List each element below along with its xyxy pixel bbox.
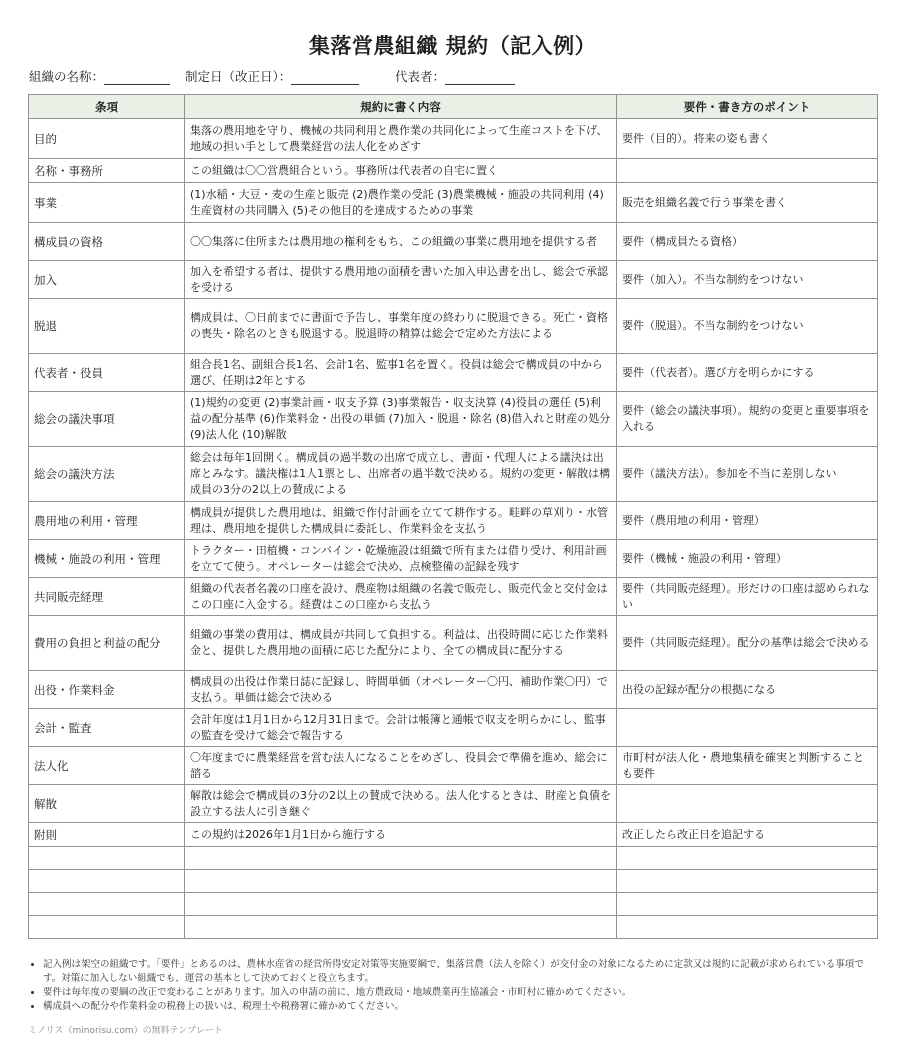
clause-cell: 脱退: [29, 299, 185, 354]
table-row: [29, 447, 878, 502]
clause-cell: 会計・監査: [29, 709, 185, 747]
representative-label: 代表者：: [395, 69, 446, 84]
clause-cell: 総会の議決方法: [29, 447, 185, 502]
empty-point-cell[interactable]: [617, 870, 878, 893]
note-item: • 構成員への配分や作業料金の税務上の扱いは、税理士や税務署に確かめてください。: [43, 1000, 880, 1014]
content-cell: 集落の農用地を守り、機械の共同利用と農作業の共同化によって生産コストを下げ、地域の担い手として農業経営の法人化をめざす: [185, 119, 617, 159]
clause-cell: 加入: [29, 261, 185, 299]
header-content: 規約に書く内容: [185, 95, 617, 119]
point-cell: 市町村が法人化・農地集積を確実と判断することも要件: [617, 747, 878, 785]
empty-clause-cell[interactable]: [29, 870, 185, 893]
empty-clause-cell[interactable]: [29, 893, 185, 916]
clause-cell: 名称・事務所: [29, 159, 185, 183]
empty-content-cell[interactable]: [185, 847, 617, 870]
rules-table: [28, 94, 878, 939]
point-cell: 要件（構成員たる資格）: [617, 223, 878, 261]
header-point: 要件・書き方のポイント: [617, 95, 878, 119]
table-row: [29, 747, 878, 785]
empty-content-cell[interactable]: [185, 893, 617, 916]
header-clause: 条項: [29, 95, 185, 119]
table-row: [29, 671, 878, 709]
empty-point-cell[interactable]: [617, 916, 878, 939]
content-cell: 組織の代表者名義の口座を設け、農産物は組織の名義で販売し、販売代金と交付金はこの口座に入金する。経費はこの口座から支払う: [185, 578, 617, 616]
clause-cell: 費用の負担と利益の配分: [29, 616, 185, 671]
content-cell: (1)水稲・大豆・麦の生産と販売 (2)農作業の受託 (3)農業機械・施設の共同利用 (4)生産資材の共同購入 (5)その他目的を達成するための事業: [185, 183, 617, 223]
point-cell: 要件（目的）。将来の姿も書く: [617, 119, 878, 159]
established-date-field: [185, 67, 359, 85]
note-item: • 要件は毎年度の要綱の改正で変わることがあります。加入の申請の前に、地方農政局・地域農業再生協議会・市町村に確かめてください。: [43, 986, 880, 1000]
content-cell: 組合長1名、副組合長1名、会計1名、監事1名を置く。役員は総会で構成員の中から選び、任期は2年とする: [185, 354, 617, 392]
point-cell: [617, 709, 878, 747]
clause-cell: 出役・作業料金: [29, 671, 185, 709]
point-cell: [617, 159, 878, 183]
table-row: [29, 354, 878, 392]
document-title: 集落営農組織 規約（記入例）: [308, 34, 597, 58]
established-date-blank[interactable]: [291, 70, 359, 85]
content-cell: (1)規約の変更 (2)事業計画・収支予算 (3)事業報告・収支決算 (4)役員の選任 (5)利益の配分基準 (6)作業料金・出役の単価 (7)加入・脱退・除名 (8)借入れと財産の処分 (9)法人化 (10)解散: [185, 392, 617, 447]
point-cell: 出役の記録が配分の根拠になる: [617, 671, 878, 709]
content-cell: 会計年度は1月1日から12月31日まで。会計は帳簿と通帳で収支を明らかにし、監事の監査を受けて総会で報告する: [185, 709, 617, 747]
organization-name-label: 組織の名称：: [29, 69, 105, 84]
table-header-row: [29, 95, 878, 119]
point-cell: 要件（機械・施設の利用・管理）: [617, 540, 878, 578]
note-item: • 記入例は架空の組織です。「要件」とあるのは、農林水産省の経営所得安定対策等実施要綱で、集落営農（法人を除く）が交付金の対象になるために定款又は規約に記載が求められている事項です。対策に加入しない組織でも、運営の基本として決めておくと役立ちます。: [43, 958, 880, 986]
content-cell: 構成員の出役は作業日誌に記録し、時間単価（オペレーター〇円、補助作業〇円）で支払う。単価は総会で決める: [185, 671, 617, 709]
content-cell: 解散は総会で構成員の3分の2以上の賛成で決める。法人化するときは、財産と負債を設立する法人に引き継ぐ: [185, 785, 617, 823]
empty-point-cell[interactable]: [617, 893, 878, 916]
notes-list: [28, 958, 880, 1014]
empty-content-cell[interactable]: [185, 916, 617, 939]
content-cell: この規約は2026年1月1日から施行する: [185, 823, 617, 847]
table-row: [29, 578, 878, 616]
table-row: [29, 616, 878, 671]
content-cell: 〇〇集落に住所または農用地の権利をもち、この組織の事業に農用地を提供する者: [185, 223, 617, 261]
point-cell: 要件（総会の議決事項）。規約の変更と重要事項を入れる: [617, 392, 878, 447]
organization-name-field: [29, 67, 170, 85]
content-cell: 〇年度までに農業経営を営む法人になることをめざし、役員会で準備を進め、総会に諮る: [185, 747, 617, 785]
point-cell: 要件（共同販売経理）。形だけの口座は認められない: [617, 578, 878, 616]
content-cell: 組織の事業の費用は、構成員が共同して負担する。利益は、出役時間に応じた作業料金と、提供した農用地の面積に応じた配分により、全ての構成員に配分する: [185, 616, 617, 671]
template-credit: ミノリス（minorisu.com）の無料テンプレート: [28, 1026, 223, 1036]
table-row: [29, 709, 878, 747]
table-row: [29, 785, 878, 823]
content-cell: 加入を希望する者は、提供する農用地の面積を書いた加入申込書を出し、総会で承認を受ける: [185, 261, 617, 299]
point-cell: 要件（農用地の利用・管理）: [617, 502, 878, 540]
point-cell: 要件（加入）。不当な制約をつけない: [617, 261, 878, 299]
clause-cell: 代表者・役員: [29, 354, 185, 392]
table-row: [29, 823, 878, 847]
content-cell: この組織は〇〇営農組合という。事務所は代表者の自宅に置く: [185, 159, 617, 183]
table-row: [29, 223, 878, 261]
representative-field: [395, 67, 515, 85]
clause-cell: 総会の議決事項: [29, 392, 185, 447]
clause-cell: 事業: [29, 183, 185, 223]
content-cell: 総会は毎年1回開く。構成員の過半数の出席で成立し、書面・代理人による議決は出席とみなす。議決権は1人1票とし、出席者の過半数で決める。規約の変更・解散は構成員の3分の2以上の賛成による: [185, 447, 617, 502]
table-row: [29, 119, 878, 159]
clause-cell: 構成員の資格: [29, 223, 185, 261]
representative-blank[interactable]: [445, 70, 515, 85]
empty-point-cell[interactable]: [617, 847, 878, 870]
empty-content-cell[interactable]: [185, 870, 617, 893]
table-row: [29, 261, 878, 299]
table-row: [29, 502, 878, 540]
clause-cell: 農用地の利用・管理: [29, 502, 185, 540]
point-cell: [617, 785, 878, 823]
content-cell: 構成員は、〇日前までに書面で予告し、事業年度の終わりに脱退できる。死亡・資格の喪失・除名のときも脱退する。脱退時の精算は総会で定めた方法による: [185, 299, 617, 354]
empty-table-row: [29, 870, 878, 893]
clause-cell: 共同販売経理: [29, 578, 185, 616]
table-row: [29, 299, 878, 354]
clause-cell: 法人化: [29, 747, 185, 785]
empty-table-row: [29, 893, 878, 916]
empty-table-row: [29, 847, 878, 870]
clause-cell: 解散: [29, 785, 185, 823]
table-row: [29, 540, 878, 578]
point-cell: 要件（議決方法）。参加を不当に差別しない: [617, 447, 878, 502]
table-row: [29, 392, 878, 447]
point-cell: 要件（脱退）。不当な制約をつけない: [617, 299, 878, 354]
point-cell: 要件（共同販売経理）。配分の基準は総会で決める: [617, 616, 878, 671]
point-cell: 改正したら改正日を追記する: [617, 823, 878, 847]
table-row: [29, 159, 878, 183]
clause-cell: 目的: [29, 119, 185, 159]
point-cell: 販売を組織名義で行う事業を書く: [617, 183, 878, 223]
clause-cell: 機械・施設の利用・管理: [29, 540, 185, 578]
clause-cell: 附則: [29, 823, 185, 847]
notes-section: [28, 958, 880, 1014]
empty-clause-cell[interactable]: [29, 847, 185, 870]
content-cell: 構成員が提供した農用地は、組織で作付計画を立てて耕作する。畦畔の草刈り・水管理は、農用地を提供した構成員に委託し、作業料金を支払う: [185, 502, 617, 540]
table-row: [29, 183, 878, 223]
empty-table-row: [29, 916, 878, 939]
content-cell: トラクター・田植機・コンバイン・乾燥施設は組織で所有または借り受け、利用計画を立てて使う。オペレーターは総会で決め、点検整備の記録を残す: [185, 540, 617, 578]
point-cell: 要件（代表者）。選び方を明らかにする: [617, 354, 878, 392]
organization-name-blank[interactable]: [104, 70, 170, 85]
empty-clause-cell[interactable]: [29, 916, 185, 939]
established-date-label: 制定日（改正日）：: [185, 69, 292, 84]
